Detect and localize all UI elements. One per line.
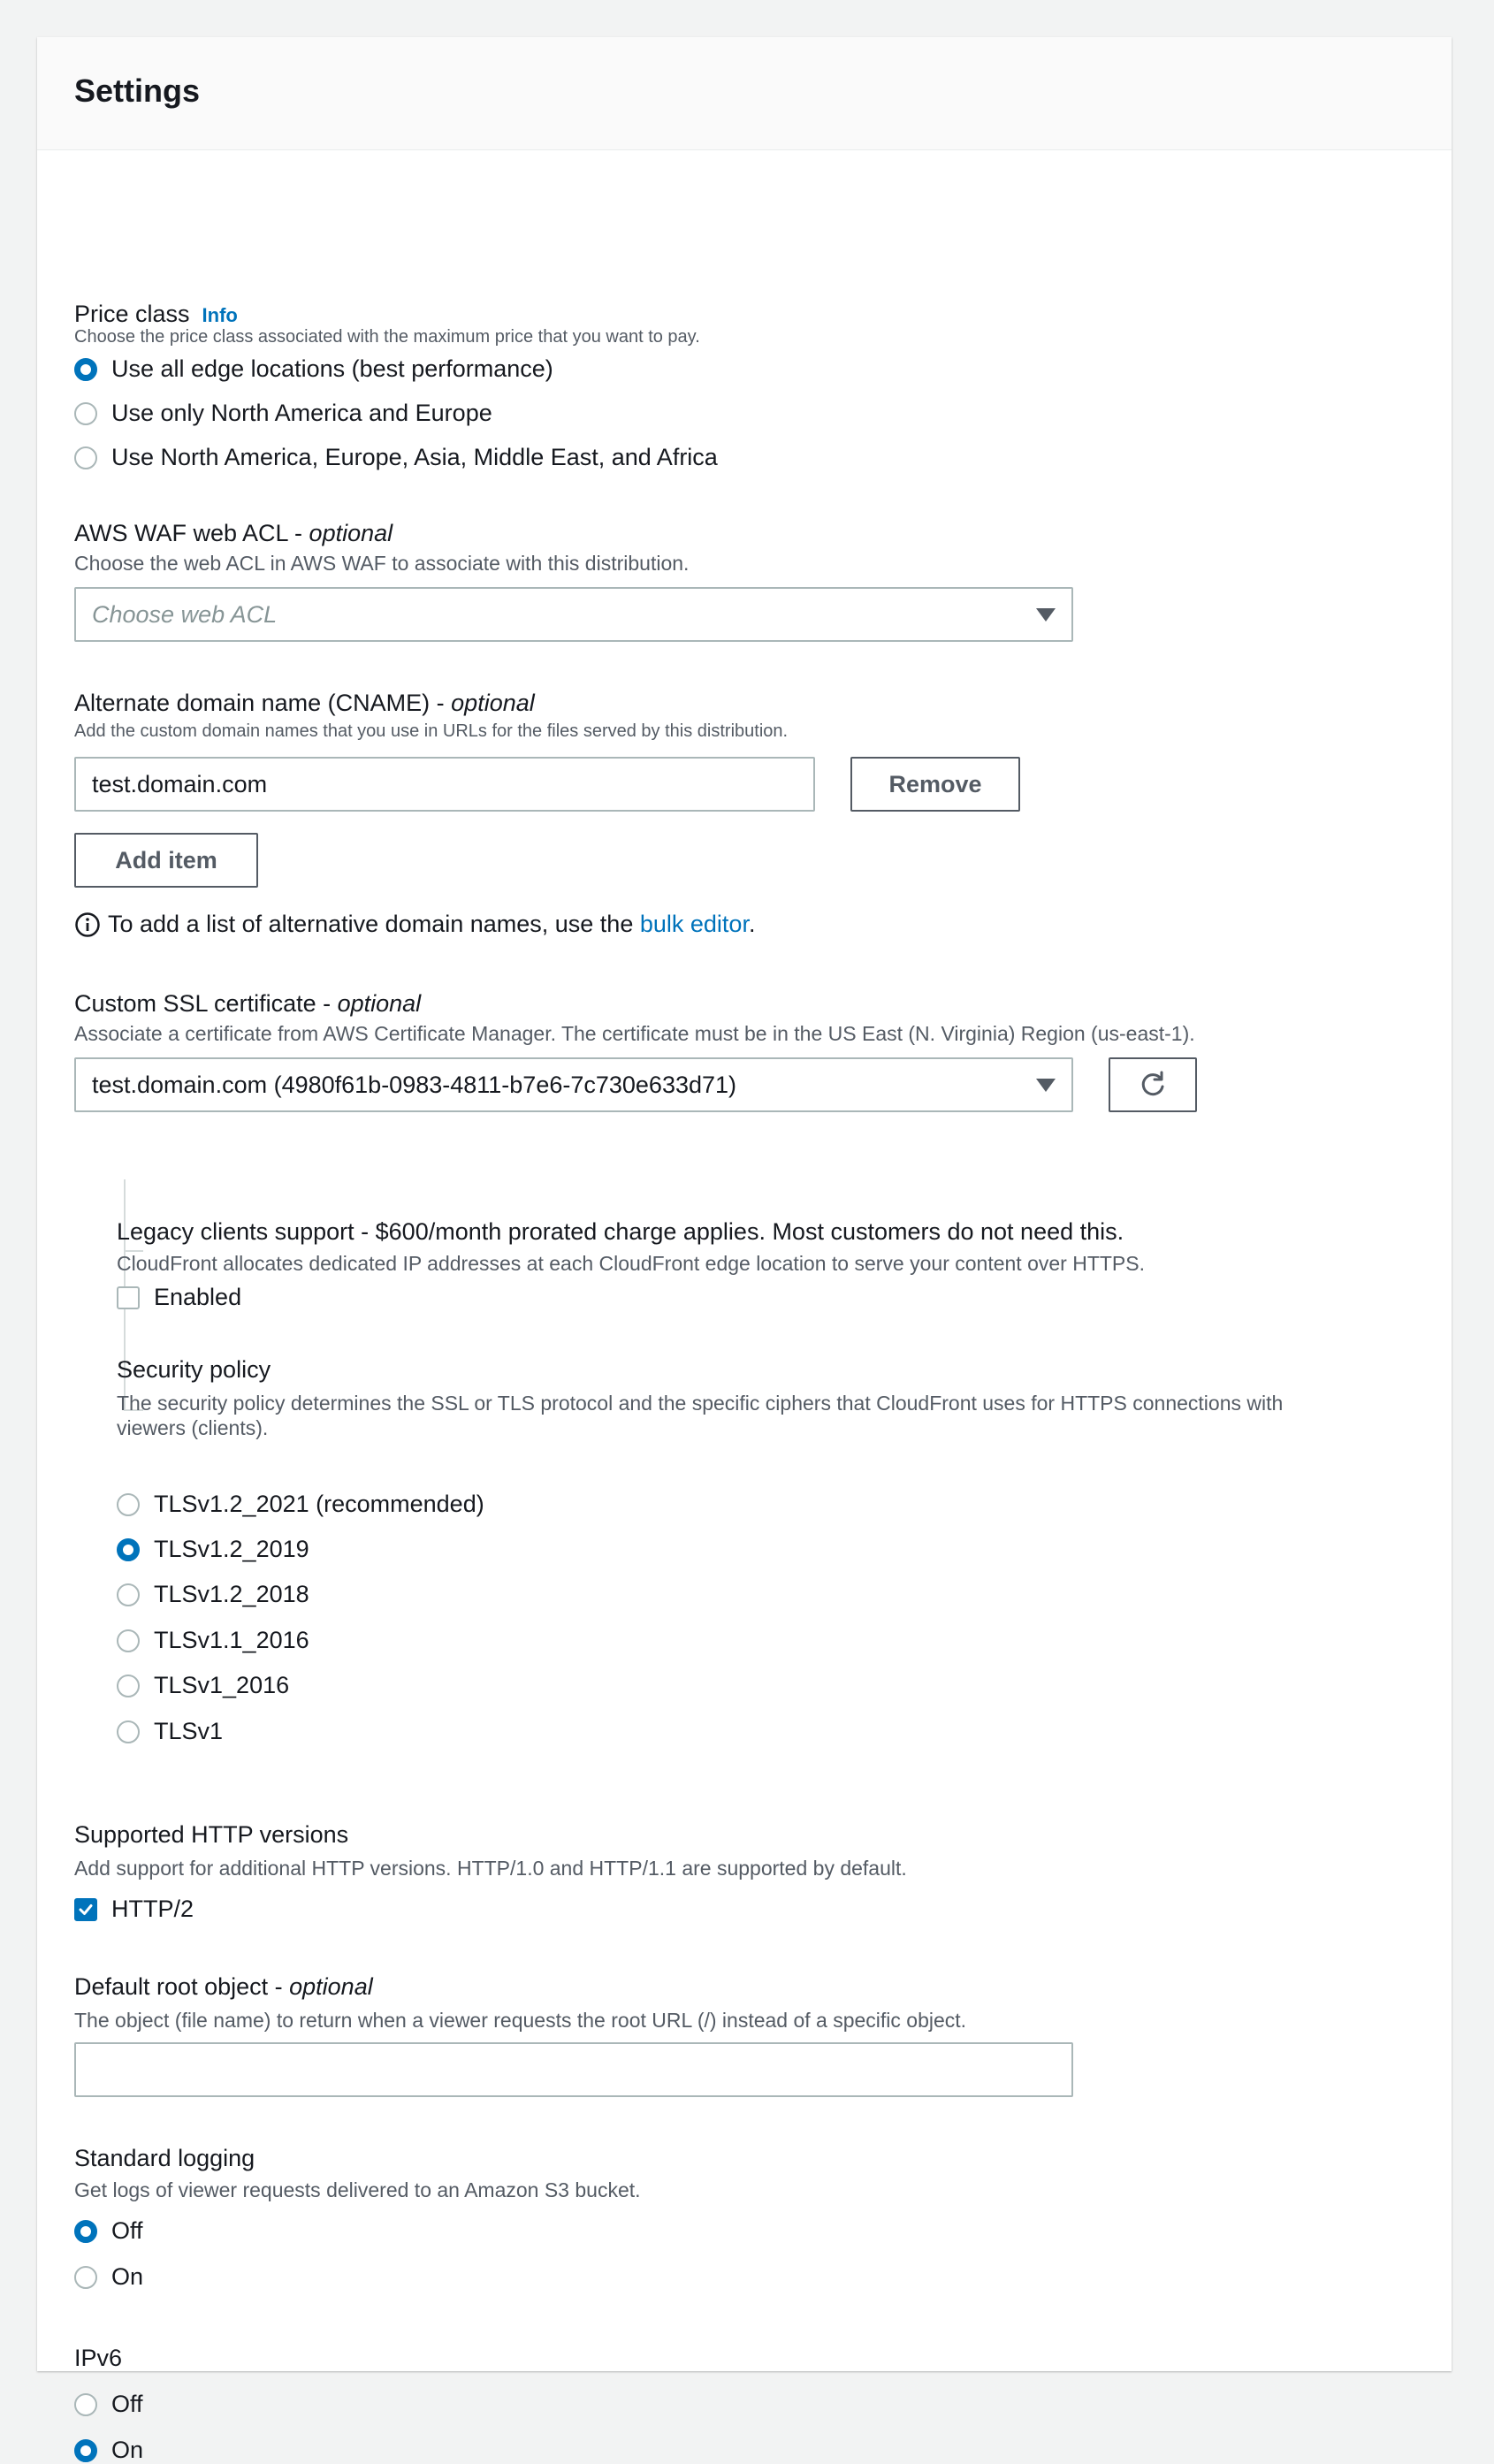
security-policy-option-tlsv12-2019[interactable]: [117, 1536, 309, 1563]
root-object-description: The object (file name) to return when a viewer requests the root URL (/) instead of a specific object.: [74, 2009, 967, 2032]
standard-logging-option-on[interactable]: [74, 2263, 143, 2291]
waf-label: [74, 520, 393, 547]
root-object-label-text: Default root object -: [74, 1973, 290, 2000]
radio-unchecked-icon[interactable]: [117, 1674, 140, 1697]
ssl-certificate-select[interactable]: [74, 1057, 1073, 1112]
ipv6-option-off[interactable]: [74, 2391, 143, 2418]
security-policy-option-tlsv12-2018[interactable]: [117, 1581, 309, 1608]
root-object-optional-text: optional: [289, 1973, 373, 2000]
checkbox-checked-icon[interactable]: [74, 1898, 97, 1921]
price-class-option-all[interactable]: [74, 355, 553, 383]
ssl-label: [74, 990, 421, 1018]
add-item-button[interactable]: Add item: [74, 833, 258, 888]
radio-checked-icon[interactable]: [74, 2220, 97, 2243]
radio-unchecked-icon[interactable]: [74, 402, 97, 425]
cname-optional-text: optional: [451, 690, 535, 716]
radio-unchecked-icon[interactable]: [74, 446, 97, 469]
radio-checked-icon[interactable]: [74, 2439, 97, 2462]
legacy-clients-description: CloudFront allocates dedicated IP addresses at each CloudFront edge location to serve your content over HTTPS.: [117, 1252, 1145, 1275]
ipv6-option-on[interactable]: [74, 2437, 143, 2464]
security-policy-option-label: TLSv1_2016: [154, 1672, 290, 1698]
radio-unchecked-icon[interactable]: [117, 1720, 140, 1743]
security-policy-option-label: TLSv1.2_2018: [154, 1581, 309, 1607]
waf-label-text: AWS WAF web ACL -: [74, 520, 309, 546]
price-class-label: [74, 301, 238, 328]
radio-checked-icon[interactable]: [74, 358, 97, 381]
price-class-option-label: Use only North America and Europe: [111, 400, 492, 426]
refresh-icon: [1138, 1070, 1168, 1100]
panel-header: [37, 37, 1452, 150]
radio-unchecked-icon[interactable]: [117, 1583, 140, 1606]
caret-down-icon: [1036, 1079, 1056, 1092]
standard-logging-option-label: Off: [111, 2217, 143, 2244]
cname-description: Add the custom domain names that you use in URLs for the files served by this distribution.: [74, 721, 789, 741]
standard-logging-option-label: On: [111, 2263, 144, 2290]
http-versions-label: Supported HTTP versions: [74, 1821, 349, 1848]
price-class-info-link[interactable]: Info: [202, 304, 238, 326]
security-policy-description-line1: The security policy determines the SSL or TLS protocol and the specific ciphers that CloudFront uses for HTTPS connections with: [117, 1392, 1284, 1415]
ipv6-label: IPv6: [74, 2345, 123, 2371]
bulk-editor-hint: [74, 911, 755, 938]
security-policy-label: Security policy: [117, 1356, 271, 1383]
checkbox-unchecked-icon[interactable]: [117, 1286, 140, 1309]
panel-title: Settings: [74, 72, 201, 109]
http-versions-description: Add support for additional HTTP versions. HTTP/1.0 and HTTP/1.1 are supported by default.: [74, 1857, 907, 1880]
security-policy-description-line2: viewers (clients).: [117, 1416, 269, 1439]
radio-unchecked-icon[interactable]: [74, 2266, 97, 2289]
ipv6-option-label: Off: [111, 2391, 143, 2417]
price-class-option-label: Use North America, Europe, Asia, Middle East, and Africa: [111, 444, 718, 470]
radio-checked-icon[interactable]: [117, 1538, 140, 1561]
cname-input[interactable]: [74, 757, 815, 812]
price-class-label-text: Price class: [74, 301, 190, 327]
security-policy-option-label: TLSv1.1_2016: [154, 1627, 309, 1653]
ssl-optional-text: optional: [337, 990, 422, 1017]
price-class-option-na-eu[interactable]: [74, 400, 492, 427]
checkmark-icon: [78, 1902, 94, 1918]
ssl-certificate-value: test.domain.com (4980f61b-0983-4811-b7e6-7c730e633d71): [92, 1071, 737, 1098]
root-object-input[interactable]: [74, 2042, 1073, 2097]
ipv6-option-label: On: [111, 2437, 144, 2463]
security-policy-option-tlsv11-2016[interactable]: [117, 1627, 309, 1654]
http2-checkbox[interactable]: [74, 1896, 194, 1923]
root-object-label: [74, 1973, 373, 2001]
cname-label-text: Alternate domain name (CNAME) -: [74, 690, 452, 716]
bulk-editor-link[interactable]: bulk editor: [639, 911, 749, 937]
waf-select[interactable]: [74, 587, 1073, 642]
waf-description: Choose the web ACL in AWS WAF to associate with this distribution.: [74, 552, 690, 575]
legacy-clients-enabled-label: Enabled: [154, 1284, 242, 1310]
ssl-label-text: Custom SSL certificate -: [74, 990, 338, 1017]
standard-logging-label: Standard logging: [74, 2145, 255, 2171]
legacy-clients-label: Legacy clients support - $600/month prorated charge applies. Most customers do not need this.: [117, 1218, 1124, 1245]
refresh-certificates-button[interactable]: [1109, 1057, 1197, 1112]
settings-panel: [37, 37, 1452, 2463]
remove-button[interactable]: Remove: [850, 757, 1020, 812]
radio-unchecked-icon[interactable]: [117, 1493, 140, 1516]
standard-logging-option-off[interactable]: [74, 2217, 143, 2245]
standard-logging-description: Get logs of viewer requests delivered to an Amazon S3 bucket.: [74, 2178, 641, 2201]
security-policy-option-tlsv1-2016[interactable]: [117, 1672, 289, 1699]
http2-checkbox-label: HTTP/2: [111, 1896, 194, 1922]
waf-optional-text: optional: [309, 520, 393, 546]
price-class-option-na-eu-asia[interactable]: [74, 444, 718, 471]
ssl-description: Associate a certificate from AWS Certificate Manager. The certificate must be in the US East (N. Virginia) Region (us-east-1).: [74, 1022, 1195, 1045]
cname-label: [74, 690, 535, 717]
bulk-editor-hint-suffix: .: [748, 911, 756, 937]
waf-select-placeholder: Choose web ACL: [92, 600, 278, 628]
price-class-description: Choose the price class associated with the maximum price that you want to pay.: [74, 327, 700, 347]
legacy-clients-enabled-checkbox[interactable]: [117, 1284, 241, 1311]
caret-down-icon: [1036, 608, 1056, 622]
info-circle-icon: [74, 912, 101, 938]
radio-unchecked-icon[interactable]: [117, 1629, 140, 1652]
security-policy-option-label: TLSv1: [154, 1718, 224, 1744]
radio-unchecked-icon[interactable]: [74, 2393, 97, 2416]
price-class-option-label: Use all edge locations (best performance): [111, 355, 553, 382]
security-policy-option-tlsv1[interactable]: [117, 1718, 223, 1745]
security-policy-option-label: TLSv1.2_2019: [154, 1536, 309, 1562]
security-policy-option-tlsv12-2021[interactable]: [117, 1491, 484, 1518]
security-policy-option-label: TLSv1.2_2021 (recommended): [154, 1491, 484, 1517]
bulk-editor-hint-text: To add a list of alternative domain names, use the: [108, 911, 640, 937]
